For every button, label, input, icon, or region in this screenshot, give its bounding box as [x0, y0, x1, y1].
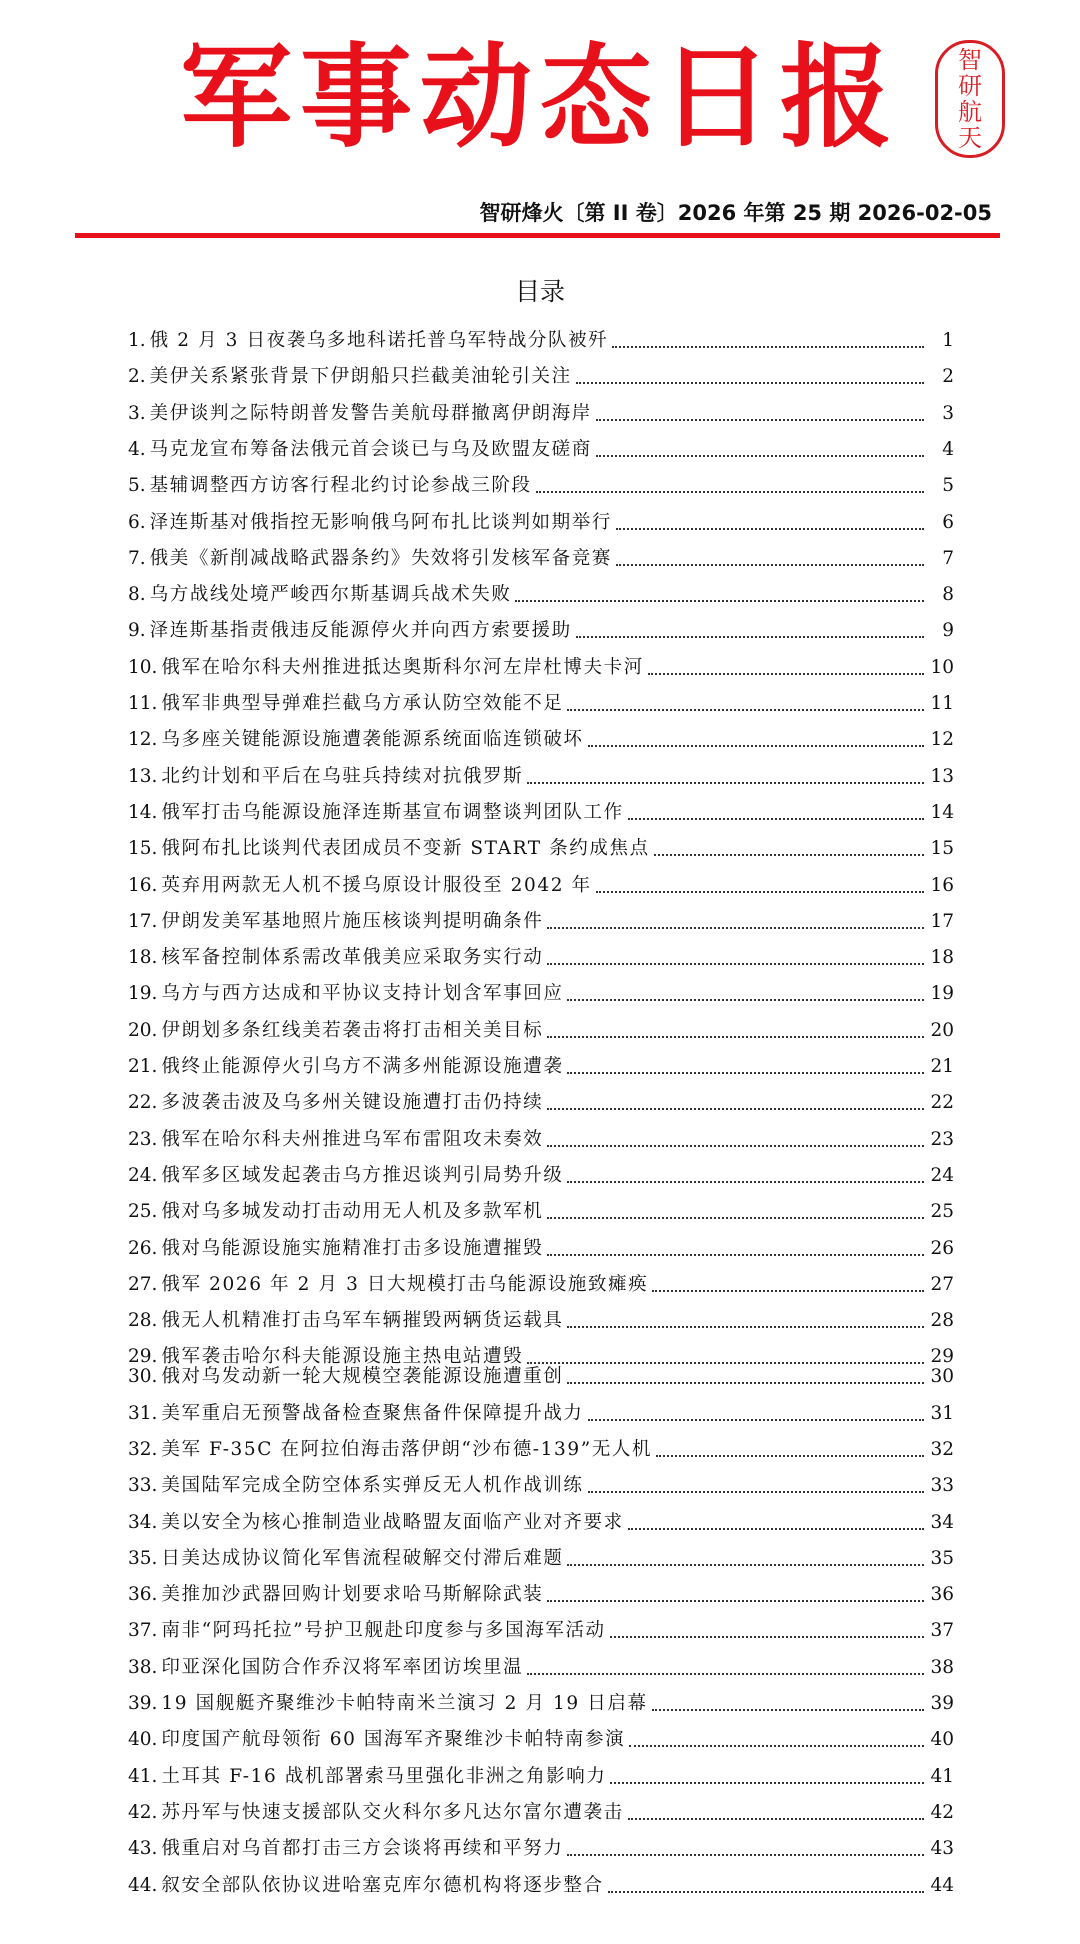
toc-dot-leader	[628, 1528, 924, 1530]
toc-page-number: 30	[930, 1366, 954, 1387]
toc-entry-title	[128, 1875, 604, 1897]
toc-page-number: 13	[930, 766, 954, 787]
toc-entry-title	[128, 1475, 584, 1497]
toc-entry-title	[128, 1020, 543, 1042]
toc-entry-text: 俄军 2026 年 2 月 3 日大规模打击乌能源设施致瘫痪	[161, 1274, 649, 1295]
toc-entry-title	[128, 802, 624, 824]
toc-dot-leader	[547, 1217, 924, 1219]
toc-entry[interactable]	[128, 395, 954, 425]
toc-page-number: 21	[930, 1056, 954, 1077]
toc-entry-number: 24.	[128, 1165, 158, 1186]
toc-entry[interactable]	[128, 540, 954, 570]
toc-entry-number: 38.	[128, 1657, 158, 1678]
toc-page-number: 33	[930, 1475, 954, 1496]
toc-page-number: 27	[930, 1274, 954, 1295]
toc-entry[interactable]	[128, 1193, 954, 1223]
toc-entry-number: 29.	[128, 1346, 158, 1367]
toc-entry-text: 俄军打击乌能源设施泽连斯基宣布调整谈判团队工作	[161, 802, 624, 823]
toc-dot-leader	[654, 854, 924, 856]
toc-entry-title	[128, 548, 612, 570]
toc-entry-number: 12.	[128, 729, 158, 750]
toc-entry-text: 泽连斯基对俄指控无影响俄乌阿布扎比谈判如期举行	[149, 512, 612, 533]
toc-entry-title	[128, 584, 511, 606]
toc-dot-leader	[547, 1108, 924, 1110]
toc-entry-text: 土耳其 F-16 战机部署索马里强化非洲之角影响力	[161, 1766, 607, 1787]
toc-entry-text: 日美达成协议简化军售流程破解交付滞后难题	[161, 1548, 564, 1569]
toc-entry[interactable]	[128, 1758, 954, 1788]
toc-entry[interactable]	[128, 1576, 954, 1606]
toc-dot-leader	[596, 891, 924, 893]
toc-page-number: 44	[930, 1875, 954, 1896]
toc-entry[interactable]	[128, 612, 954, 642]
toc-page-number: 38	[930, 1657, 954, 1678]
toc-entry-text: 美伊关系紧张背景下伊朗船只拦截美油轮引关注	[149, 366, 572, 387]
toc-dot-leader	[596, 455, 924, 457]
toc-dot-leader	[567, 1181, 924, 1183]
toc-entry[interactable]	[128, 721, 954, 751]
toc-entry[interactable]	[128, 1157, 954, 1187]
toc-entry-number: 36.	[128, 1584, 158, 1605]
toc-entry[interactable]	[128, 1467, 954, 1497]
publisher-seal	[935, 40, 1005, 158]
toc-page-number: 12	[930, 729, 954, 750]
toc-entry-title	[128, 330, 608, 352]
toc-dot-leader	[547, 1254, 924, 1256]
toc-entry-number: 26.	[128, 1238, 158, 1259]
toc-entry-number: 32.	[128, 1439, 158, 1460]
toc-entry[interactable]	[128, 467, 954, 497]
toc-entry-text: 基辅调整西方访客行程北约讨论参战三阶段	[149, 475, 532, 496]
toc-page-number: 29	[930, 1346, 954, 1367]
toc-entry-title	[128, 1584, 543, 1606]
toc-dot-leader	[567, 999, 924, 1001]
toc-dot-leader	[628, 1818, 924, 1820]
toc-dot-leader	[547, 963, 924, 965]
toc-entry-title	[128, 983, 563, 1005]
toc-entry-title	[128, 1366, 563, 1388]
toc-page-number: 11	[930, 693, 954, 714]
toc-entry-title	[128, 1729, 625, 1751]
toc-entry[interactable]	[128, 1721, 954, 1751]
newspaper-title: 军事动态日报	[180, 33, 900, 163]
toc-entry[interactable]	[128, 1685, 954, 1715]
toc-entry-title	[128, 620, 572, 642]
toc-entry-text: 乌方战线处境严峻西尔斯基调兵战术失败	[149, 584, 512, 605]
toc-entry-number: 37.	[128, 1620, 158, 1641]
header-divider	[75, 233, 1000, 238]
toc-page-number: 4	[942, 439, 954, 460]
toc-dot-leader	[567, 1072, 924, 1074]
toc-page-number: 42	[930, 1802, 954, 1823]
toc-entry-text: 泽连斯基指责俄违反能源停火并向西方索要援助	[149, 620, 572, 641]
toc-page-number: 34	[930, 1512, 954, 1533]
toc-entry-number: 34.	[128, 1512, 158, 1533]
issue-info: 智研烽火〔第 II 卷〕2026 年第 25 期 2026-02-05	[479, 201, 992, 225]
toc-entry-text: 核军备控制体系需改革俄美应采取务实行动	[161, 947, 544, 968]
toc-entry[interactable]	[128, 1048, 954, 1078]
toc-dot-leader	[608, 1891, 924, 1893]
toc-dot-leader	[588, 745, 924, 747]
toc-entry-number: 35.	[128, 1548, 158, 1569]
toc-entry-title	[128, 1201, 543, 1223]
toc-entry-title	[128, 439, 592, 461]
toc-dot-leader	[567, 1326, 924, 1328]
toc-entry-title	[128, 1092, 543, 1114]
toc-page-number: 6	[942, 512, 954, 533]
toc-entry[interactable]	[128, 1612, 954, 1642]
toc-dot-leader	[527, 1673, 924, 1675]
toc-entry-text: 俄对乌发动新一轮大规模空袭能源设施遭重创	[161, 1366, 564, 1387]
toc-entry-text: 俄终止能源停火引乌方不满多州能源设施遭袭	[161, 1056, 564, 1077]
toc-dot-leader	[547, 1600, 924, 1602]
seal-char: 航	[958, 98, 982, 126]
toc-entry-number: 2.	[128, 366, 146, 387]
toc-page-number: 15	[930, 838, 954, 859]
toc-entry-number: 27.	[128, 1274, 158, 1295]
toc-entry-number: 6.	[128, 512, 146, 533]
toc-page-number: 18	[930, 947, 954, 968]
toc-entry[interactable]	[128, 1121, 954, 1151]
toc-entry-title	[128, 1056, 563, 1078]
toc-page-number: 2	[942, 366, 954, 387]
toc-page-number: 1	[942, 330, 954, 351]
toc-entry-number: 44.	[128, 1875, 158, 1896]
toc-entry-title	[128, 1310, 563, 1332]
toc-page-number: 31	[930, 1403, 954, 1424]
toc-page-number: 43	[930, 1838, 954, 1859]
toc-page-number: 28	[930, 1310, 954, 1331]
toc-entry-number: 3.	[128, 403, 146, 424]
toc-entry-number: 10.	[128, 657, 158, 678]
toc-entry-text: 马克龙宣布筹备法俄元首会谈已与乌及欧盟友磋商	[149, 439, 592, 460]
toc-page-number: 20	[930, 1020, 954, 1041]
toc-entry-text: 俄美《新削减战略武器条约》失效将引发核军备竞赛	[149, 548, 612, 569]
toc-entry-title	[128, 1403, 584, 1425]
toc-dot-leader	[629, 1745, 924, 1747]
toc-entry-text: 美推加沙武器回购计划要求哈马斯解除武装	[161, 1584, 544, 1605]
toc-entry-number: 40.	[128, 1729, 158, 1750]
toc-entry[interactable]	[128, 1649, 954, 1679]
toc-page-number: 37	[930, 1620, 954, 1641]
toc-entry-text: 美伊谈判之际特朗普发警告美航母群撤离伊朗海岸	[149, 403, 592, 424]
toc-entry-title	[128, 1693, 648, 1715]
toc-entry[interactable]	[128, 1504, 954, 1534]
toc-page-number: 19	[930, 983, 954, 1004]
toc-entry-number: 22.	[128, 1092, 158, 1113]
toc-entry-text: 伊朗划多条红线美若袭击将打击相关美目标	[161, 1020, 544, 1041]
toc-entry[interactable]	[128, 758, 954, 788]
toc-entry-text: 叙安全部队依协议进哈塞克库尔德机构将逐步整合	[161, 1875, 604, 1896]
toc-entry-title	[128, 693, 563, 715]
toc-page-number: 32	[930, 1439, 954, 1460]
seal-char: 研	[958, 72, 982, 100]
toc-entry-text: 多波袭击波及乌多州关键设施遭打击仍持续	[161, 1092, 544, 1113]
toc-entry[interactable]	[128, 504, 954, 534]
toc-page-number: 36	[930, 1584, 954, 1605]
toc-entry-text: 俄军在哈尔科夫州推进抵达奥斯科尔河左岸杜博夫卡河	[161, 657, 644, 678]
toc-entry-number: 17.	[128, 911, 158, 932]
toc-entry-title	[128, 1548, 563, 1570]
toc-entry-text: 乌多座关键能源设施遭袭能源系统面临连锁破坏	[161, 729, 584, 750]
toc-entry-text: 俄军多区域发起袭击乌方推迟谈判引局势升级	[161, 1165, 564, 1186]
toc-page-number: 39	[930, 1693, 954, 1714]
toc-entry[interactable]	[128, 1012, 954, 1042]
toc-entry-text: 俄军在哈尔科夫州推进乌军布雷阻攻未奏效	[161, 1129, 544, 1150]
toc-entry-text: 俄阿布扎比谈判代表团成员不变新 START 条约成焦点	[161, 838, 650, 859]
toc-entry-text: 俄对乌能源设施实施精准打击多设施遭摧毁	[161, 1238, 544, 1259]
toc-entry-title	[128, 1129, 543, 1151]
toc-page-number: 8	[942, 584, 954, 605]
toc-entry[interactable]	[128, 830, 954, 860]
toc-entry-text: 俄重启对乌首都打击三方会谈将再续和平努力	[161, 1838, 564, 1859]
toc-page-number: 41	[930, 1766, 954, 1787]
seal-char: 智	[958, 46, 982, 74]
toc-entry-number: 14.	[128, 802, 158, 823]
toc-entry-text: 美军 F-35C 在阿拉伯海击落伊朗“沙布德-139”无人机	[161, 1439, 653, 1460]
toc-entry-text: 南非“阿玛托拉”号护卫舰赴印度参与多国海军活动	[161, 1620, 606, 1641]
toc-entry[interactable]	[128, 1266, 954, 1296]
toc-entry-title	[128, 1274, 648, 1296]
toc-dot-leader	[567, 1854, 924, 1856]
toc-page-number: 9	[942, 620, 954, 641]
toc-entry-title	[128, 1238, 543, 1260]
toc-dot-leader	[616, 564, 924, 566]
toc-entry[interactable]	[128, 794, 954, 824]
toc-entry-title	[128, 512, 612, 534]
toc-entry[interactable]	[128, 576, 954, 606]
toc-page-number: 7	[942, 548, 954, 569]
toc-dot-leader	[567, 1382, 924, 1384]
toc-entry-number: 15.	[128, 838, 158, 859]
toc-entry[interactable]	[128, 903, 954, 933]
toc-dot-leader	[527, 782, 924, 784]
toc-dot-leader	[648, 673, 924, 675]
toc-dot-leader	[652, 1709, 924, 1711]
toc-entry[interactable]	[128, 1084, 954, 1114]
toc-entry-text: 苏丹军与快速支援部队交火科尔多凡达尔富尔遭袭击	[161, 1802, 624, 1823]
toc-entry-text: 美国陆军完成全防空体系实弹反无人机作战训练	[161, 1475, 584, 1496]
toc-entry[interactable]	[128, 1540, 954, 1570]
toc-entry-number: 28.	[128, 1310, 158, 1331]
toc-entry-title	[128, 1620, 606, 1642]
toc-dot-leader	[567, 1564, 924, 1566]
toc-page-number: 3	[942, 403, 954, 424]
toc-entry-title	[128, 766, 523, 788]
toc-page-number: 26	[930, 1238, 954, 1259]
toc-entry-number: 4.	[128, 439, 146, 460]
toc-page-number: 16	[930, 875, 954, 896]
toc-entry-number: 1.	[128, 330, 146, 351]
toc-dot-leader	[567, 709, 924, 711]
toc-entry-text: 伊朗发美军基地照片施压核谈判提明确条件	[161, 911, 544, 932]
toc-dot-leader	[588, 1491, 924, 1493]
toc-dot-leader	[610, 1636, 924, 1638]
toc-dot-leader	[576, 636, 924, 638]
toc-entry-text: 印度国产航母领衔 60 国海军齐聚维沙卡帕特南参演	[161, 1729, 626, 1750]
toc-page-number: 5	[942, 475, 954, 496]
toc-entry-text: 美军重启无预警战备检查聚焦备件保障提升战力	[161, 1403, 584, 1424]
toc-page-number: 35	[930, 1548, 954, 1569]
toc-entry-text: 英弃用两款无人机不援乌原设计服役至 2042 年	[161, 875, 592, 896]
toc-entry-number: 9.	[128, 620, 146, 641]
toc-entry-title	[128, 403, 592, 425]
toc-entry[interactable]	[128, 322, 954, 352]
toc-entry-title	[128, 1802, 624, 1824]
toc-entry-number: 25.	[128, 1201, 158, 1222]
toc-page-number: 14	[930, 802, 954, 823]
toc-entry-number: 18.	[128, 947, 158, 968]
toc-entry[interactable]	[128, 1302, 954, 1332]
toc-page-number: 10	[930, 657, 954, 678]
toc-entry[interactable]	[128, 1431, 954, 1461]
toc-dot-leader	[547, 1145, 924, 1147]
toc-entry[interactable]	[128, 975, 954, 1005]
seal-char: 天	[958, 124, 982, 152]
toc-entry-number: 39.	[128, 1693, 158, 1714]
toc-dot-leader	[596, 419, 924, 421]
toc-page-number: 25	[930, 1201, 954, 1222]
toc-dot-leader	[656, 1455, 924, 1457]
toc-entry-text: 俄军非典型导弹难拦截乌方承认防空效能不足	[161, 693, 564, 714]
toc-entry-number: 21.	[128, 1056, 158, 1077]
toc-dot-leader	[547, 927, 924, 929]
toc-entry-number: 31.	[128, 1403, 158, 1424]
toc-entry-title	[128, 1766, 606, 1788]
toc-dot-leader	[628, 818, 924, 820]
toc-entry-number: 19.	[128, 983, 158, 1004]
toc-entry-number: 43.	[128, 1838, 158, 1859]
toc-entry-text: 俄无人机精准打击乌军车辆摧毁两辆货运载具	[161, 1310, 564, 1331]
toc-entry-number: 33.	[128, 1475, 158, 1496]
toc-entry[interactable]	[128, 939, 954, 969]
toc-dot-leader	[610, 1782, 924, 1784]
toc-entry-number: 30.	[128, 1366, 158, 1387]
toc-page-number: 17	[930, 911, 954, 932]
toc-entry-number: 5.	[128, 475, 146, 496]
toc-entry-text: 俄对乌多城发动打击动用无人机及多款军机	[161, 1201, 544, 1222]
toc-entry-number: 23.	[128, 1129, 158, 1150]
toc-entry[interactable]	[128, 1830, 954, 1860]
toc-entry-text: 19 国舰艇齐聚维沙卡帕特南米兰演习 2 月 19 日启幕	[161, 1693, 648, 1714]
toc-entry-number: 20.	[128, 1020, 158, 1041]
toc-entry-number: 41.	[128, 1766, 158, 1787]
toc-entry-title	[128, 657, 644, 679]
toc-entry[interactable]	[128, 358, 954, 388]
toc-entry[interactable]	[128, 867, 954, 897]
toc-entry[interactable]	[128, 1395, 954, 1425]
toc-entry[interactable]	[128, 1794, 954, 1824]
toc-entry[interactable]	[128, 649, 954, 679]
toc-entry-title	[128, 911, 543, 933]
toc-dot-leader	[588, 1419, 924, 1421]
toc-heading: 目录	[514, 277, 565, 306]
toc-page-number: 40	[930, 1729, 954, 1750]
toc-entry-title	[128, 475, 532, 497]
toc-entry[interactable]	[128, 1867, 954, 1897]
toc-entry-text: 俄 2 月 3 日夜袭乌多地科诺托普乌军特战分队被歼	[149, 330, 609, 351]
toc-entry-number: 16.	[128, 875, 158, 896]
toc-page-number: 23	[930, 1129, 954, 1150]
toc-entry-title	[128, 838, 650, 860]
toc-dot-leader	[652, 1290, 924, 1292]
toc-entry[interactable]	[128, 685, 954, 715]
toc-dot-leader	[515, 600, 924, 602]
toc-entry-title	[128, 1165, 563, 1187]
toc-entry[interactable]	[128, 1230, 954, 1260]
toc-entry-number: 7.	[128, 548, 146, 569]
toc-entry[interactable]	[128, 431, 954, 461]
toc-entry-title	[128, 875, 592, 897]
toc-entry-text: 北约计划和平后在乌驻兵持续对抗俄罗斯	[161, 766, 524, 787]
toc-dot-leader	[576, 382, 924, 384]
toc-entry-title	[128, 1512, 624, 1534]
toc-entry-text: 印亚深化国防合作乔汉将军率团访埃里温	[161, 1657, 524, 1678]
toc-entry-number: 13.	[128, 766, 158, 787]
toc-page-number: 24	[930, 1165, 954, 1186]
toc-dot-leader	[536, 491, 924, 493]
toc-entry-text: 乌方与西方达成和平协议支持计划含军事回应	[161, 983, 564, 1004]
toc-entry-title	[128, 729, 584, 751]
toc-entry-title	[128, 1838, 563, 1860]
toc-entry-text: 美以安全为核心推制造业战略盟友面临产业对齐要求	[161, 1512, 624, 1533]
toc-entry-title	[128, 1657, 523, 1679]
toc-entry-title	[128, 366, 572, 388]
toc-dot-leader	[612, 346, 924, 348]
toc-entry-number: 42.	[128, 1802, 158, 1823]
toc-entry[interactable]	[128, 1358, 954, 1388]
toc-dot-leader	[547, 1036, 924, 1038]
toc-entry-title	[128, 947, 543, 969]
toc-entry-number: 8.	[128, 584, 146, 605]
toc-entry-title	[128, 1439, 652, 1461]
toc-page-number: 22	[930, 1092, 954, 1113]
toc-dot-leader	[616, 528, 924, 530]
toc-entry-text: 俄军袭击哈尔科夫能源设施主热电站遭毁	[161, 1346, 524, 1367]
toc-entry-number: 11.	[128, 693, 158, 714]
